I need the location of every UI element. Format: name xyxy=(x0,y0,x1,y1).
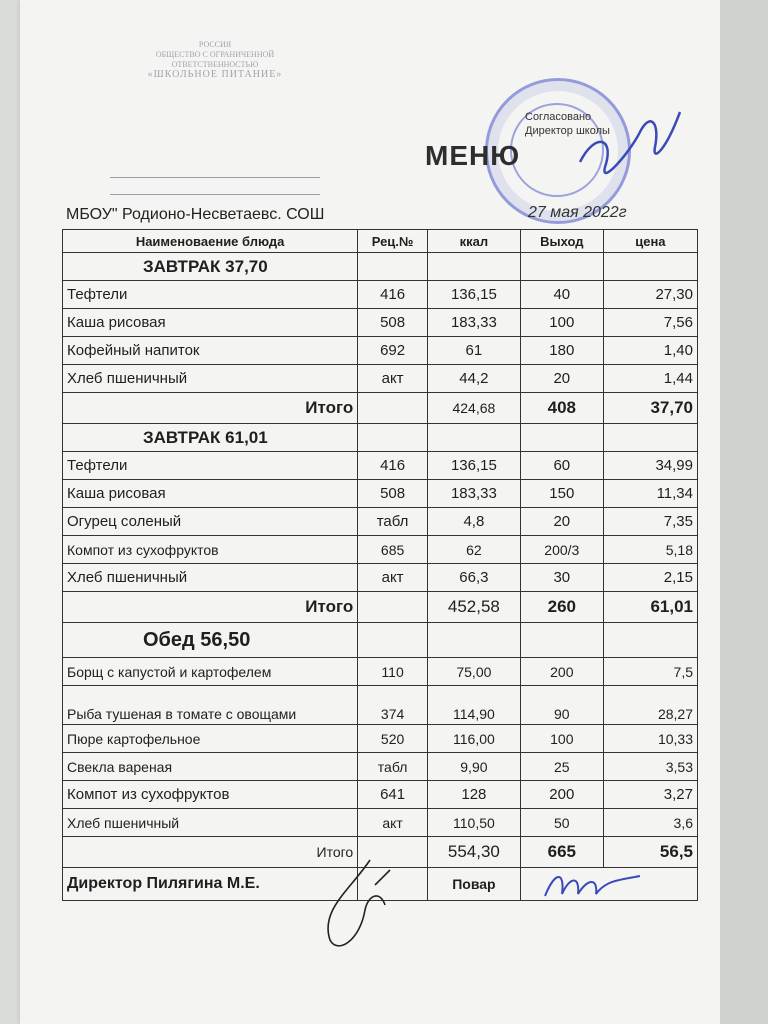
table-row xyxy=(63,781,698,809)
portion: 90 xyxy=(520,686,603,725)
price: 7,5 xyxy=(603,658,697,686)
recipe-number: 641 xyxy=(358,781,428,809)
price: 11,34 xyxy=(603,480,697,508)
section-title: ЗАВТРАК 37,70 xyxy=(63,253,358,281)
dish-name: Каша рисовая xyxy=(63,309,358,337)
portion: 60 xyxy=(520,452,603,480)
table-row xyxy=(63,281,698,309)
table-row xyxy=(63,686,698,725)
dish-name: Огурец соленый xyxy=(63,508,358,536)
recipe-number: 692 xyxy=(358,337,428,365)
dish-name: Свекла вареная xyxy=(63,753,358,781)
total-portion: 408 xyxy=(520,393,603,424)
portion: 40 xyxy=(520,281,603,309)
price: 7,35 xyxy=(603,508,697,536)
kcal: 62 xyxy=(427,536,520,564)
table-row xyxy=(63,365,698,393)
table-row xyxy=(63,337,698,365)
price: 7,56 xyxy=(603,309,697,337)
kcal: 4,8 xyxy=(427,508,520,536)
dish-name: Хлеб пшеничный xyxy=(63,809,358,837)
section-row xyxy=(63,253,698,281)
recipe-number: акт xyxy=(358,365,428,393)
kcal: 183,33 xyxy=(427,480,520,508)
dish-name: Тефтели xyxy=(63,452,358,480)
column-header: Выход xyxy=(520,230,603,253)
kcal: 44,2 xyxy=(427,365,520,393)
cook-signature-icon xyxy=(540,866,650,906)
total-label: Итого xyxy=(63,393,358,424)
portion: 150 xyxy=(520,480,603,508)
dish-name: Тефтели xyxy=(63,281,358,309)
dish-name: Хлеб пшеничный xyxy=(63,365,358,393)
recipe-number: табл xyxy=(358,508,428,536)
dish-name: Кофейный напиток xyxy=(63,337,358,365)
org-stamp-line: ОТВЕТСТВЕННОСТЬЮ xyxy=(171,60,259,69)
portion: 100 xyxy=(520,725,603,753)
price: 3,27 xyxy=(603,781,697,809)
portion: 30 xyxy=(520,564,603,592)
price: 3,53 xyxy=(603,753,697,781)
org-stamp-line: ОБЩЕСТВО С ОГРАНИЧЕННОЙ xyxy=(155,50,275,59)
menu-table xyxy=(62,229,698,901)
dish-name: Компот из сухофруктов xyxy=(63,536,358,564)
background-edge xyxy=(720,0,768,1024)
table-row xyxy=(63,658,698,686)
director-signature-icon xyxy=(560,92,690,202)
kcal: 116,00 xyxy=(427,725,520,753)
total-price: 37,70 xyxy=(603,393,697,424)
recipe-number: акт xyxy=(358,809,428,837)
kcal: 136,15 xyxy=(427,281,520,309)
table-row xyxy=(63,725,698,753)
price: 28,27 xyxy=(603,686,697,725)
section-title: ЗАВТРАК 61,01 xyxy=(63,424,358,452)
total-row xyxy=(63,393,698,424)
recipe-number: 416 xyxy=(358,452,428,480)
kcal: 66,3 xyxy=(427,564,520,592)
org-stamp-line: «ШКОЛЬНОЕ ПИТАНИЕ» xyxy=(147,69,283,80)
table-row xyxy=(63,564,698,592)
column-header: Рец.№ xyxy=(358,230,428,253)
recipe-number: 416 xyxy=(358,281,428,309)
recipe-number: 508 xyxy=(358,309,428,337)
total-price: 56,5 xyxy=(603,837,697,868)
column-header: ккал xyxy=(427,230,520,253)
kcal: 136,15 xyxy=(427,452,520,480)
kcal: 183,33 xyxy=(427,309,520,337)
table-row xyxy=(63,536,698,564)
column-header: цена xyxy=(603,230,697,253)
total-label: Итого xyxy=(63,837,358,868)
section-title: Обед 56,50 xyxy=(63,623,358,658)
price: 5,18 xyxy=(603,536,697,564)
price: 27,30 xyxy=(603,281,697,309)
price: 1,44 xyxy=(603,365,697,393)
portion: 20 xyxy=(520,508,603,536)
kcal: 61 xyxy=(427,337,520,365)
dish-name: Пюре картофельное xyxy=(63,725,358,753)
portion: 20 xyxy=(520,365,603,393)
recipe-number: акт xyxy=(358,564,428,592)
portion: 200 xyxy=(520,658,603,686)
table-header-row xyxy=(63,230,698,253)
page-title: МЕНЮ xyxy=(425,140,521,171)
recipe-number: 508 xyxy=(358,480,428,508)
portion: 180 xyxy=(520,337,603,365)
director-handwritten-signature-icon xyxy=(310,850,420,960)
kcal: 75,00 xyxy=(427,658,520,686)
portion: 100 xyxy=(520,309,603,337)
approval-line: Директор школы xyxy=(525,125,610,137)
total-kcal: 424,68 xyxy=(427,393,520,424)
recipe-number: 110 xyxy=(358,658,428,686)
table-row xyxy=(63,480,698,508)
recipe-number: 685 xyxy=(358,536,428,564)
org-stamp-lines xyxy=(110,165,320,199)
total-price: 61,01 xyxy=(603,592,697,623)
school-name: МБОУ" Родионо-Несветаевс. СОШ xyxy=(66,206,325,223)
director-label: Директор Пилягина М.Е. xyxy=(63,868,358,901)
kcal: 9,90 xyxy=(427,753,520,781)
section-row xyxy=(63,424,698,452)
dish-name: Рыба тушеная в томате с овощами xyxy=(63,686,358,725)
total-empty xyxy=(358,592,428,623)
portion: 200/3 xyxy=(520,536,603,564)
kcal: 128 xyxy=(427,781,520,809)
total-label: Итого xyxy=(63,592,358,623)
total-kcal: 452,58 xyxy=(427,592,520,623)
price: 3,6 xyxy=(603,809,697,837)
recipe-number: 520 xyxy=(358,725,428,753)
org-stamp-line: РОССИЯ xyxy=(198,40,232,49)
column-header: Наименоваение блюда xyxy=(63,230,358,253)
table-row xyxy=(63,309,698,337)
portion: 50 xyxy=(520,809,603,837)
price: 1,40 xyxy=(603,337,697,365)
portion: 200 xyxy=(520,781,603,809)
approval-line: Согласовано xyxy=(525,111,592,123)
table-row xyxy=(63,452,698,480)
price: 2,15 xyxy=(603,564,697,592)
dish-name: Компот из сухофруктов xyxy=(63,781,358,809)
portion: 25 xyxy=(520,753,603,781)
total-portion: 665 xyxy=(520,837,603,868)
price: 34,99 xyxy=(603,452,697,480)
price: 10,33 xyxy=(603,725,697,753)
total-empty xyxy=(358,393,428,424)
cook-label: Повар xyxy=(427,868,520,901)
org-stamp xyxy=(95,40,335,80)
table-row xyxy=(63,508,698,536)
recipe-number: табл xyxy=(358,753,428,781)
table-row xyxy=(63,809,698,837)
total-portion: 260 xyxy=(520,592,603,623)
kcal: 110,50 xyxy=(427,809,520,837)
kcal: 114,90 xyxy=(427,686,520,725)
table-row xyxy=(63,753,698,781)
recipe-number: 374 xyxy=(358,686,428,725)
section-row xyxy=(63,623,698,658)
dish-name: Каша рисовая xyxy=(63,480,358,508)
menu-date: 27 мая 2022г xyxy=(528,204,627,221)
dish-name: Борщ с капустой и картофелем xyxy=(63,658,358,686)
total-row xyxy=(63,592,698,623)
dish-name: Хлеб пшеничный xyxy=(63,564,358,592)
total-kcal: 554,30 xyxy=(427,837,520,868)
